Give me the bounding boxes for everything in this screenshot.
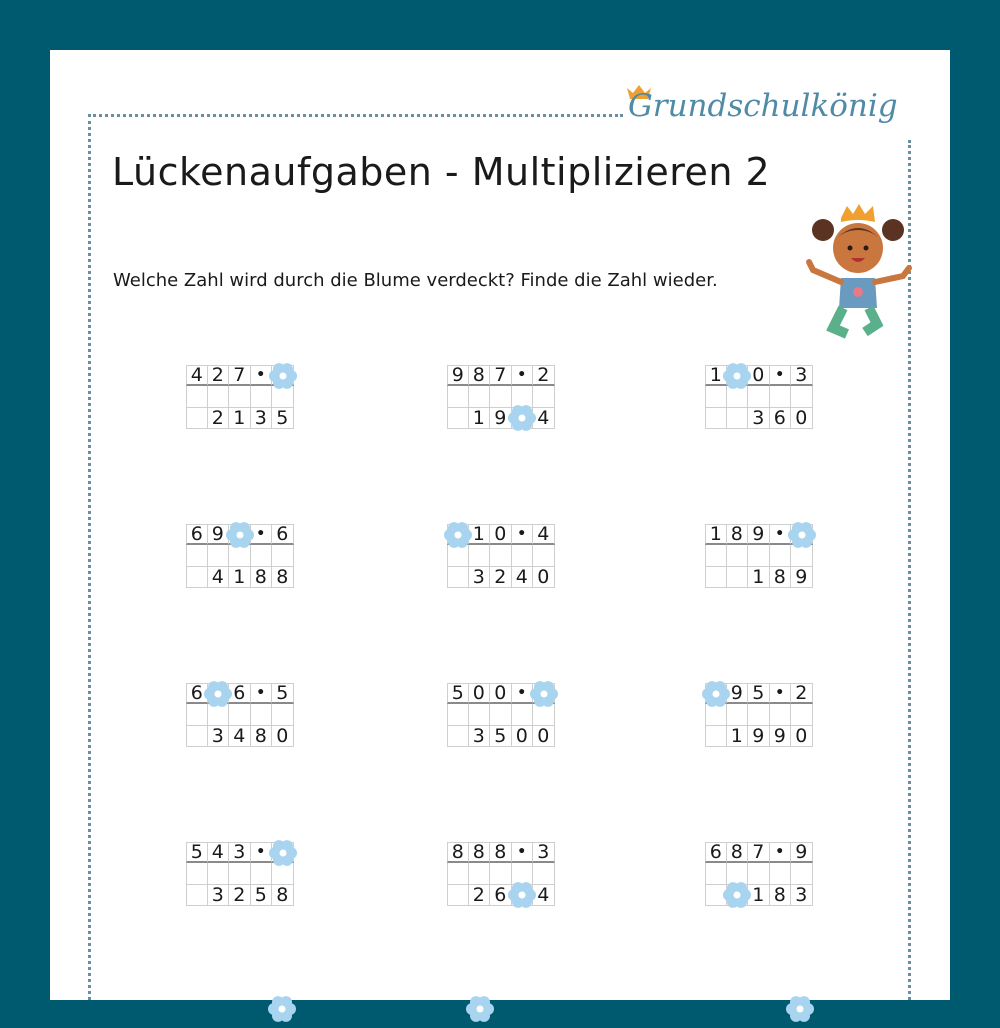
flower-cover-icon bbox=[787, 520, 817, 550]
result-cell: 0 bbox=[272, 726, 294, 747]
result-cell: 9 bbox=[770, 726, 792, 747]
result-cell: 4 bbox=[208, 567, 230, 588]
equation-cell: 8 bbox=[490, 842, 512, 863]
result-cell: 8 bbox=[251, 726, 273, 747]
equation-cell: 1 bbox=[705, 365, 727, 386]
flower-cover-icon bbox=[268, 838, 298, 868]
dotted-border-top bbox=[88, 114, 623, 117]
result-cell: 6 bbox=[770, 408, 792, 429]
flower-cover-icon bbox=[443, 520, 473, 550]
empty-cell bbox=[770, 863, 792, 884]
flower-cover-icon bbox=[203, 679, 233, 709]
result-cell bbox=[447, 567, 469, 588]
equation-cell: 2 bbox=[533, 365, 555, 386]
equation-cell: • bbox=[251, 365, 273, 386]
multiplication-task bbox=[186, 365, 294, 429]
empty-cell bbox=[770, 386, 792, 407]
result-cell: 0 bbox=[791, 408, 813, 429]
equation-cell: 2 bbox=[791, 683, 813, 704]
result-cell: 3 bbox=[791, 885, 813, 906]
task-number-grid bbox=[705, 365, 813, 429]
result-cell bbox=[727, 408, 749, 429]
equation-cell: • bbox=[512, 365, 534, 386]
result-cell: 0 bbox=[512, 726, 534, 747]
result-cell: 1 bbox=[748, 885, 770, 906]
equation-cell: 3 bbox=[533, 842, 555, 863]
result-cell: 8 bbox=[272, 567, 294, 588]
task-number-grid bbox=[447, 365, 555, 429]
result-cell: 0 bbox=[791, 726, 813, 747]
equation-cell: 2 bbox=[208, 365, 230, 386]
flower-cover-icon bbox=[465, 994, 495, 1024]
result-cell: 2 bbox=[229, 885, 251, 906]
empty-cell bbox=[229, 386, 251, 407]
empty-cell bbox=[705, 545, 727, 566]
equation-cell: 0 bbox=[469, 683, 491, 704]
result-cell: 3 bbox=[469, 726, 491, 747]
empty-cell bbox=[447, 863, 469, 884]
flower-cover-icon bbox=[225, 520, 255, 550]
equation-cell: • bbox=[770, 365, 792, 386]
multiplication-task bbox=[447, 524, 555, 588]
result-cell: 5 bbox=[251, 885, 273, 906]
empty-cell bbox=[272, 704, 294, 725]
empty-cell bbox=[447, 704, 469, 725]
equation-cell: • bbox=[251, 524, 273, 545]
result-cell: 4 bbox=[533, 408, 555, 429]
mascot-girl-illustration bbox=[803, 200, 913, 340]
result-cell: 3 bbox=[208, 726, 230, 747]
result-cell: 1 bbox=[727, 726, 749, 747]
equation-cell: 6 bbox=[186, 683, 208, 704]
equation-cell: • bbox=[512, 683, 534, 704]
result-cell: 3 bbox=[748, 408, 770, 429]
result-cell: 0 bbox=[533, 726, 555, 747]
result-cell bbox=[186, 408, 208, 429]
empty-cell bbox=[469, 386, 491, 407]
empty-cell bbox=[208, 386, 230, 407]
empty-cell bbox=[791, 704, 813, 725]
empty-cell bbox=[229, 863, 251, 884]
result-cell: 9 bbox=[748, 726, 770, 747]
empty-cell bbox=[490, 545, 512, 566]
equation-cell: 4 bbox=[533, 524, 555, 545]
equation-cell: 6 bbox=[229, 683, 251, 704]
equation-cell: 9 bbox=[208, 524, 230, 545]
multiplication-task bbox=[705, 365, 813, 429]
result-cell: 1 bbox=[469, 408, 491, 429]
empty-cell bbox=[748, 545, 770, 566]
result-cell: 4 bbox=[512, 567, 534, 588]
equation-cell: 5 bbox=[447, 683, 469, 704]
equation-cell: 1 bbox=[469, 524, 491, 545]
equation-cell: • bbox=[251, 842, 273, 863]
result-cell: 1 bbox=[748, 567, 770, 588]
empty-cell bbox=[186, 545, 208, 566]
equation-cell: 0 bbox=[490, 683, 512, 704]
equation-cell: • bbox=[512, 524, 534, 545]
result-cell: 8 bbox=[251, 567, 273, 588]
equation-cell: 5 bbox=[748, 683, 770, 704]
result-cell bbox=[447, 885, 469, 906]
result-cell bbox=[705, 567, 727, 588]
result-cell: 4 bbox=[533, 885, 555, 906]
result-cell bbox=[186, 885, 208, 906]
result-cell: 8 bbox=[770, 885, 792, 906]
result-cell bbox=[447, 726, 469, 747]
equation-cell: 7 bbox=[229, 365, 251, 386]
equation-cell: 5 bbox=[272, 683, 294, 704]
result-cell: 3 bbox=[208, 885, 230, 906]
flower-cover-icon bbox=[507, 403, 537, 433]
multiplication-task bbox=[447, 842, 555, 906]
empty-cell bbox=[208, 863, 230, 884]
result-cell: 9 bbox=[791, 567, 813, 588]
equation-cell: 8 bbox=[469, 365, 491, 386]
dotted-border-left bbox=[88, 114, 91, 1000]
equation-cell: • bbox=[512, 842, 534, 863]
empty-cell bbox=[447, 386, 469, 407]
flower-cover-icon bbox=[722, 361, 752, 391]
task-number-grid bbox=[186, 683, 294, 747]
equation-cell: 6 bbox=[705, 842, 727, 863]
multiplication-task bbox=[447, 683, 555, 747]
equation-cell: 9 bbox=[791, 842, 813, 863]
result-cell: 2 bbox=[490, 567, 512, 588]
result-cell: 9 bbox=[490, 408, 512, 429]
equation-cell: 1 bbox=[705, 524, 727, 545]
flower-cover-icon bbox=[507, 880, 537, 910]
equation-cell: 4 bbox=[208, 842, 230, 863]
equation-cell: • bbox=[251, 683, 273, 704]
equation-cell: 7 bbox=[748, 842, 770, 863]
empty-cell bbox=[791, 386, 813, 407]
multiplication-task bbox=[186, 842, 294, 906]
result-cell: 5 bbox=[490, 726, 512, 747]
equation-cell: 6 bbox=[186, 524, 208, 545]
flower-cover-icon bbox=[722, 880, 752, 910]
equation-cell: 9 bbox=[748, 524, 770, 545]
result-cell bbox=[447, 408, 469, 429]
equation-cell: 8 bbox=[727, 524, 749, 545]
result-cell: 3 bbox=[469, 567, 491, 588]
equation-cell: 3 bbox=[791, 365, 813, 386]
equation-cell: • bbox=[770, 842, 792, 863]
empty-cell bbox=[186, 863, 208, 884]
flower-cover-icon bbox=[785, 994, 815, 1024]
result-cell bbox=[186, 567, 208, 588]
multiplication-task bbox=[447, 365, 555, 429]
flower-cover-icon bbox=[529, 679, 559, 709]
result-cell: 8 bbox=[770, 567, 792, 588]
multiplication-task bbox=[186, 524, 294, 588]
brand-logo: Grundschulkönig bbox=[628, 88, 898, 124]
result-cell: 2 bbox=[469, 885, 491, 906]
result-cell: 0 bbox=[533, 567, 555, 588]
result-cell: 1 bbox=[229, 567, 251, 588]
equation-cell: 8 bbox=[447, 842, 469, 863]
empty-cell bbox=[770, 704, 792, 725]
task-instruction: Welche Zahl wird durch die Blume verdeckt? Finde die Zahl wieder. bbox=[113, 270, 718, 291]
task-number-grid bbox=[447, 842, 555, 906]
empty-cell bbox=[251, 704, 273, 725]
equation-cell: • bbox=[770, 683, 792, 704]
equation-cell: 8 bbox=[727, 842, 749, 863]
result-cell: 3 bbox=[251, 408, 273, 429]
result-cell: 4 bbox=[229, 726, 251, 747]
empty-cell bbox=[490, 704, 512, 725]
result-cell: 5 bbox=[272, 408, 294, 429]
flower-cover-icon bbox=[267, 994, 297, 1024]
equation-cell: 8 bbox=[469, 842, 491, 863]
empty-cell bbox=[186, 386, 208, 407]
empty-cell bbox=[533, 545, 555, 566]
empty-cell bbox=[272, 545, 294, 566]
flower-cover-icon bbox=[701, 679, 731, 709]
task-number-grid bbox=[705, 842, 813, 906]
equation-cell: 0 bbox=[490, 524, 512, 545]
equation-cell: 6 bbox=[272, 524, 294, 545]
equation-cell: 7 bbox=[490, 365, 512, 386]
empty-cell bbox=[512, 545, 534, 566]
result-cell: 1 bbox=[229, 408, 251, 429]
equation-cell: 9 bbox=[727, 683, 749, 704]
result-cell bbox=[727, 567, 749, 588]
multiplication-task bbox=[705, 524, 813, 588]
result-cell: 8 bbox=[272, 885, 294, 906]
result-cell bbox=[705, 408, 727, 429]
empty-cell bbox=[469, 863, 491, 884]
result-cell bbox=[705, 726, 727, 747]
multiplication-task bbox=[705, 842, 813, 906]
multiplication-task bbox=[705, 683, 813, 747]
empty-cell bbox=[469, 704, 491, 725]
equation-cell: 0 bbox=[748, 365, 770, 386]
equation-cell: 3 bbox=[229, 842, 251, 863]
result-cell: 2 bbox=[208, 408, 230, 429]
flower-cover-icon bbox=[268, 361, 298, 391]
empty-cell bbox=[791, 863, 813, 884]
equation-cell: • bbox=[770, 524, 792, 545]
page-title: Lückenaufgaben - Multiplizieren 2 bbox=[112, 150, 771, 194]
equation-cell: 9 bbox=[447, 365, 469, 386]
multiplication-task bbox=[186, 683, 294, 747]
result-cell bbox=[186, 726, 208, 747]
equation-cell: 5 bbox=[186, 842, 208, 863]
empty-cell bbox=[727, 545, 749, 566]
empty-cell bbox=[748, 704, 770, 725]
result-cell: 6 bbox=[490, 885, 512, 906]
equation-cell: 4 bbox=[186, 365, 208, 386]
